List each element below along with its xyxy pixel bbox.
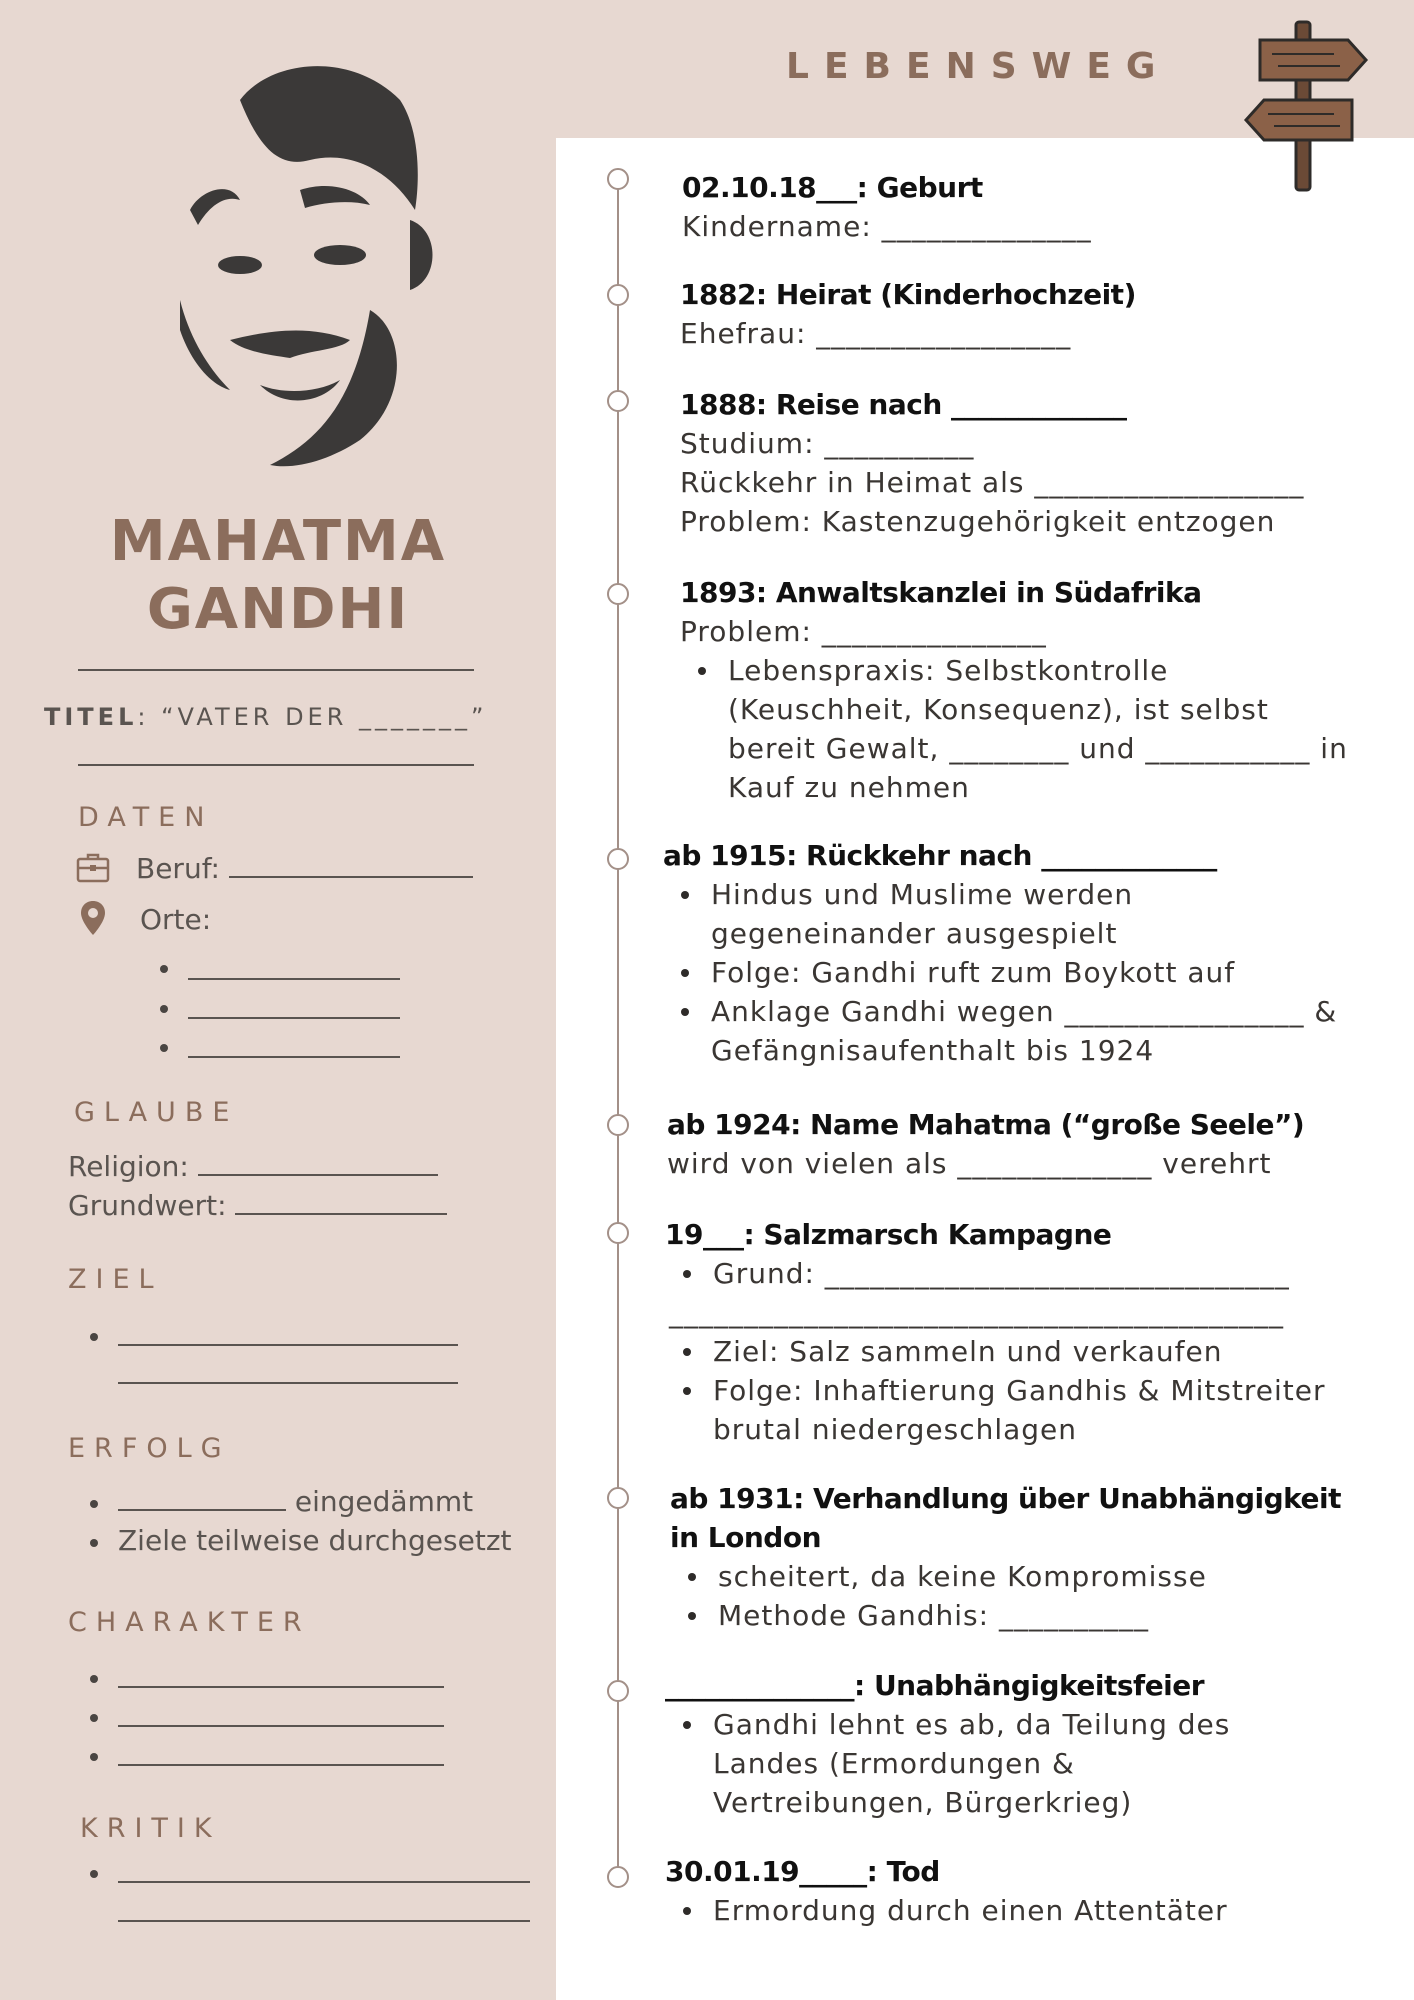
list-item: Ziel: Salz sammeln und verkaufen: [665, 1332, 1365, 1371]
timeline-entry-tod: [665, 1852, 1228, 1930]
orte-blank: [188, 978, 400, 980]
bullet: [90, 1500, 98, 1508]
beruf-blank: [229, 854, 473, 878]
list-item: Grund: _______________________________: [665, 1254, 1365, 1293]
list-item: Lebenspraxis: Selbstkontrolle (Keuschheit, Konsequenz), ist selbst bereit Gewalt, ________ und ___________ in Kauf zu nehmen: [680, 651, 1360, 807]
timeline-entry-salzmarsch: [665, 1215, 1365, 1449]
erfolg-blank: [118, 1487, 286, 1511]
timeline-dot: [607, 1680, 629, 1702]
page-title: LEBENSWEG: [786, 46, 1171, 87]
ziel-blank: [118, 1382, 458, 1384]
list-item: scheitert, da keine Kompromisse: [670, 1557, 1370, 1596]
bullet: [160, 1044, 168, 1052]
bullet: [160, 1005, 168, 1013]
grundwert-blank: [235, 1191, 447, 1215]
timeline-dot: [607, 1866, 629, 1888]
entry-line: Problem: Kastenzugehörigkeit entzogen: [680, 505, 1276, 538]
entry-line: Kindername: ______________: [682, 210, 1092, 243]
kritik-blank: [118, 1920, 530, 1922]
map-pin-icon: [80, 900, 106, 936]
religion-field: [68, 1150, 438, 1183]
timeline-dot: [607, 583, 629, 605]
section-heading-kritik: KRITIK: [80, 1813, 221, 1844]
list-item: Folge: Gandhi ruft zum Boykott auf: [663, 953, 1363, 992]
entry-heading: ab 1931: Verhandlung über Unabhängigkeit in London: [670, 1482, 1341, 1554]
entry-line: Rückkehr in Heimat als __________________: [680, 466, 1305, 499]
timeline-entry-verhandlung: [670, 1479, 1370, 1635]
timeline-dot: [607, 1487, 629, 1509]
list-item: Hindus und Muslime werden gegeneinander ausgespielt: [663, 875, 1363, 953]
timeline-dot: [607, 1114, 629, 1136]
briefcase-icon: [76, 851, 110, 883]
kritik-blank: [118, 1881, 530, 1883]
orte-blank: [188, 1017, 400, 1019]
timeline-entry-unabhaengigkeit: [665, 1666, 1305, 1822]
grundwert-label: Grundwert:: [68, 1189, 227, 1222]
entry-heading: 1882: Heirat (Kinderhochzeit): [680, 278, 1136, 311]
timeline-dot: [607, 284, 629, 306]
grundwert-field: [68, 1189, 447, 1222]
section-heading-glaube: GLAUBE: [74, 1097, 239, 1128]
orte-label: Orte:: [140, 903, 212, 936]
entry-heading: ab 1924: Name Mahatma (“große Seele”): [667, 1108, 1305, 1141]
list-item: Gandhi lehnt es ab, da Teilung des Landes (Ermordungen & Vertreibungen, Bürgerkrieg): [665, 1705, 1305, 1822]
bullet: [90, 1333, 98, 1341]
timeline-line: [617, 178, 619, 1878]
section-heading-charakter: CHARAKTER: [68, 1607, 311, 1638]
section-heading-daten: DATEN: [78, 802, 214, 833]
charakter-blank: [118, 1764, 444, 1766]
entry-heading: ______________: Unabhängigkeitsfeier: [665, 1669, 1205, 1702]
timeline-entry-suedafrika: [680, 573, 1360, 807]
ziel-blank: [118, 1344, 458, 1346]
bullet: [160, 965, 168, 973]
bullet: [90, 1870, 98, 1878]
entry-heading: 1888: Reise nach _____________: [680, 388, 1127, 421]
list-item: Anklage Gandhi wegen ________________ & Gefängnisaufenthalt bis 1924: [663, 992, 1363, 1070]
titel-label: TITEL: [44, 703, 138, 731]
bullet: [90, 1753, 98, 1761]
timeline-entry-rueckkehr: [663, 836, 1363, 1070]
entry-line: Ehefrau: _________________: [680, 317, 1072, 350]
signpost-icon: [1238, 18, 1374, 194]
entry-heading: 30.01.19_____: Tod: [665, 1855, 940, 1888]
section-heading-erfolg: ERFOLG: [68, 1433, 231, 1464]
timeline-dot: [607, 390, 629, 412]
bullet: [90, 1539, 98, 1547]
divider: [78, 764, 474, 766]
charakter-blank: [118, 1686, 444, 1688]
timeline-dot: [607, 1222, 629, 1244]
timeline-entry-geburt: [682, 168, 1092, 246]
bullet: [90, 1714, 98, 1722]
timeline-dot: [607, 848, 629, 870]
timeline-entry-mahatma: [667, 1105, 1304, 1183]
list-item: Methode Gandhis: __________: [670, 1596, 1370, 1635]
bullet: [90, 1675, 98, 1683]
list-item: Ermordung durch einen Attentäter: [665, 1891, 1228, 1930]
entry-line: _________________________________________: [669, 1296, 1284, 1329]
titel-row: [44, 703, 487, 731]
erfolg-item-2: Ziele teilweise durchgesetzt: [118, 1524, 512, 1557]
titel-value: : “VATER DER _______”: [137, 703, 488, 731]
entry-line: wird von vielen als _____________ verehrt: [667, 1147, 1272, 1180]
erfolg-item-1: [118, 1485, 473, 1518]
list-item: Folge: Inhaftierung Gandhis & Mitstreiter brutal niedergeschlagen: [665, 1371, 1365, 1449]
name-line-2: GANDHI: [146, 577, 410, 642]
entry-heading: ab 1915: Rückkehr nach _____________: [663, 839, 1217, 872]
timeline-dot: [607, 168, 629, 190]
entry-line: Problem: _______________: [680, 615, 1047, 648]
charakter-blank: [118, 1725, 444, 1727]
religion-label: Religion:: [68, 1150, 189, 1183]
religion-blank: [198, 1152, 438, 1176]
timeline-entry-heirat: [680, 275, 1136, 353]
timeline-entry-reise: [680, 385, 1304, 541]
divider: [78, 669, 474, 671]
entry-heading: 1893: Anwaltskanzlei in Südafrika: [680, 576, 1202, 609]
entry-heading: 19___: Salzmarsch Kampagne: [665, 1218, 1112, 1251]
name-line-1: MAHATMA: [109, 509, 447, 574]
erfolg-item-1-text: eingedämmt: [294, 1485, 474, 1518]
section-heading-ziel: ZIEL: [68, 1264, 163, 1295]
beruf-field: [136, 852, 473, 885]
entry-heading: 02.10.18___: Geburt: [682, 171, 983, 204]
beruf-label: Beruf:: [136, 852, 220, 885]
entry-line: Studium: __________: [680, 427, 975, 460]
orte-blank: [188, 1056, 400, 1058]
portrait-illustration: [120, 40, 450, 480]
